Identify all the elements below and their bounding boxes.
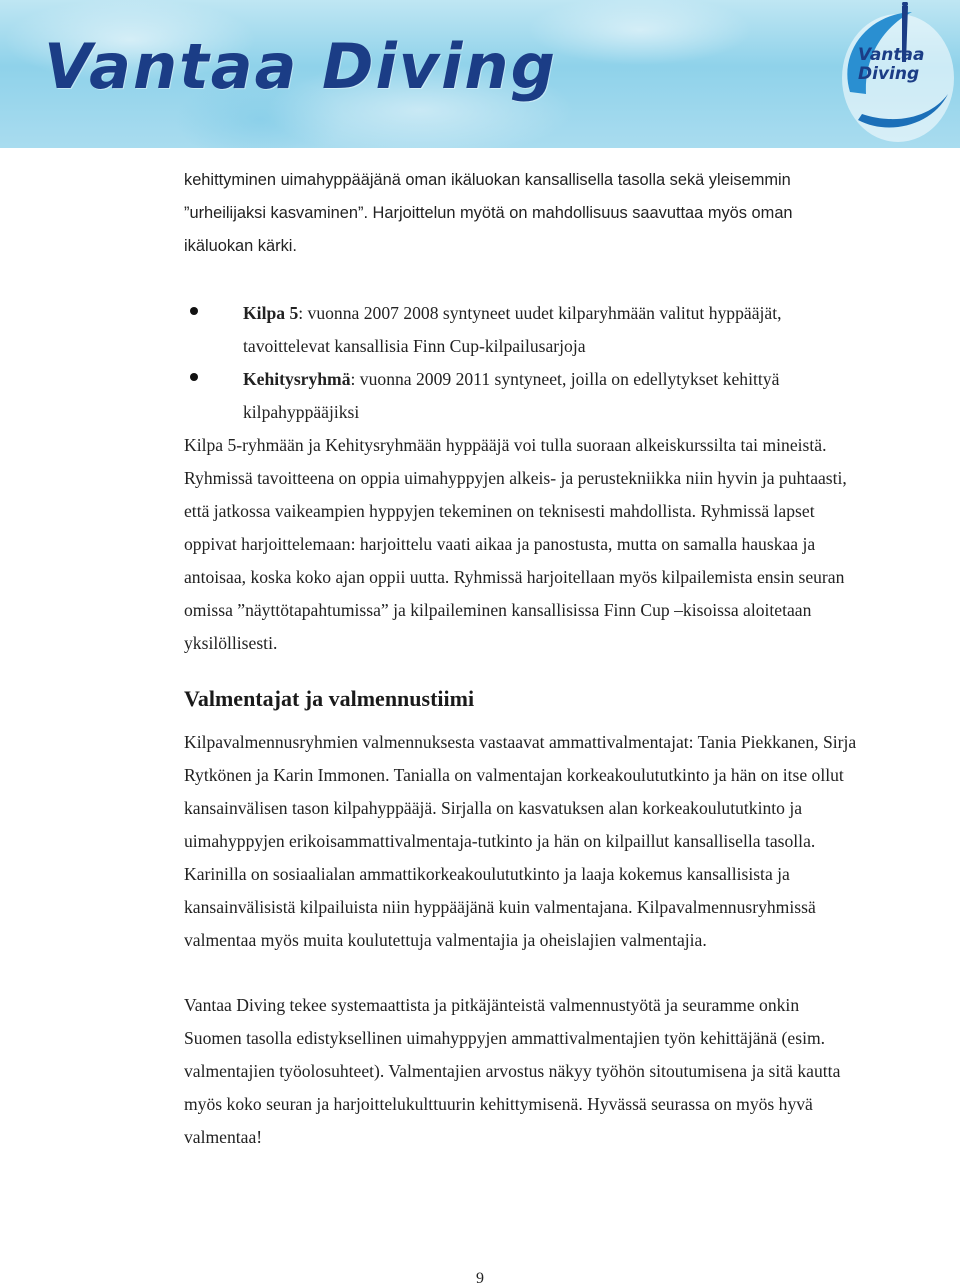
group-desc-line: : vuonna 2009 2011 syntyneet, joilla on edellytykset kehittyä (350, 369, 780, 389)
paragraph-line: myös koko seuran ja harjoittelukulttuurin kehittymisenä. Hyvässä seurassa on myös hyvä (184, 1094, 813, 1114)
paragraph-line: valmentaa! (184, 1127, 263, 1147)
club-paragraph (184, 989, 900, 1154)
group-desc-line: tavoittelevat kansallisia Finn Cup-kilpailusarjoja (243, 336, 586, 356)
paragraph-line: Suomen tasolla edistyksellinen uimahyppyjen ammattivalmentajien työn kehittäjänä (esim. (184, 1028, 826, 1048)
group-desc-line: : vuonna 2007 2008 syntyneet uudet kilparyhmään valitut hyppääjät, (298, 303, 782, 323)
list-item (184, 297, 900, 363)
group-desc-line: kilpahyppääjiksi (243, 402, 360, 422)
bullet-icon (190, 307, 198, 315)
intro-line: ikäluokan kärki. (184, 237, 297, 255)
header-banner (0, 0, 960, 148)
list-item (184, 363, 900, 429)
bullet-icon (190, 373, 198, 381)
paragraph-line: antoisaa, koska koko ajan oppii uutta. Ryhmissä harjoitellaan myös kilpailemista ensin seuran (184, 567, 845, 587)
logo-badge-text (858, 46, 948, 84)
paragraph-line: omissa ”näyttötapahtumissa” ja kilpaileminen kansallisissa Finn Cup –kisoissa aloitetaan (184, 600, 812, 620)
paragraph-line: Ryhmissä tavoitteena on oppia uimahyppyjen alkeis- ja perustekniikka niin hyvin ja puhtaasti, (184, 468, 847, 488)
section-heading: Valmentajat ja valmennustiimi (184, 686, 475, 711)
paragraph-line: valmentajien työolosuhteet). Valmentajien arvostus näkyy työhön sitoutumisena ja sitä kautta (184, 1061, 841, 1081)
paragraph-line: Karinilla on sosiaalialan ammattikorkeakoulututkinto ja laaja kokemus kansallisista ja (184, 864, 790, 884)
page-number: 9 (476, 1270, 484, 1287)
group-term: Kehitysryhmä (243, 369, 351, 389)
intro-line: ”urheilijaksi kasvaminen”. Harjoittelun myötä on mahdollisuus saavuttaa myös oman (184, 204, 793, 222)
paragraph-line: yksilöllisesti. (184, 633, 278, 653)
paragraph-line: Kilpavalmennusryhmien valmennuksesta vastaavat ammattivalmentajat: Tania Piekkanen, Sirja (184, 732, 857, 752)
vantaa-diving-logo (828, 2, 960, 148)
paragraph-line: uimahyppyjen erikoisammattivalmentaja-tutkinto ja hän on kilpaillut kansallisella tasolla. (184, 831, 816, 851)
paragraph-line: Vantaa Diving tekee systemaattista ja pitkäjänteistä valmennustyötä ja seuramme onkin (184, 995, 800, 1015)
logo-badge-line1: Vantaa (858, 45, 925, 65)
paragraph-line: oppivat harjoittelemaan: harjoittelu vaati aikaa ja panostusta, mutta on samalla hauskaa ja (184, 534, 816, 554)
intro-paragraph (184, 164, 900, 263)
logo-badge-line2: Diving (858, 64, 920, 84)
vantaa-diving-wordmark: Vantaa Diving (44, 30, 557, 103)
paragraph-line: kansainvälisistä kilpailuista niin hyppääjänä kuin valmentajana. Kilpavalmennusryhmissä (184, 897, 816, 917)
paragraph-line: että jatkossa vaikeampien hyppyjen tekeminen on teknisesti mahdollista. Ryhmissä lapset (184, 501, 815, 521)
intro-line: kehittyminen uimahyppääjänä oman ikäluokan kansallisella tasolla sekä yleisemmin (184, 171, 791, 189)
coaches-paragraph (184, 726, 900, 957)
paragraph-line: kansainvälisen tason kilpahyppääjä. Sirjalla on kasvatuksen alan korkeakoulututkinto ja (184, 798, 803, 818)
page-body (184, 164, 900, 1154)
paragraph-line: Kilpa 5-ryhmään ja Kehitysryhmään hyppääjä voi tulla suoraan alkeiskurssilta tai mineistä. (184, 435, 827, 455)
paragraph-line: Rytkönen ja Karin Immonen. Tanialla on valmentajan korkeakoulututkinto ja hän on itse ollut (184, 765, 844, 785)
group-list (184, 297, 900, 429)
group-term: Kilpa 5 (243, 303, 299, 323)
groups-paragraph (184, 429, 900, 660)
paragraph-line: valmentaa myös muita koulutettuja valmentajia ja oheislajien valmentajia. (184, 930, 707, 950)
